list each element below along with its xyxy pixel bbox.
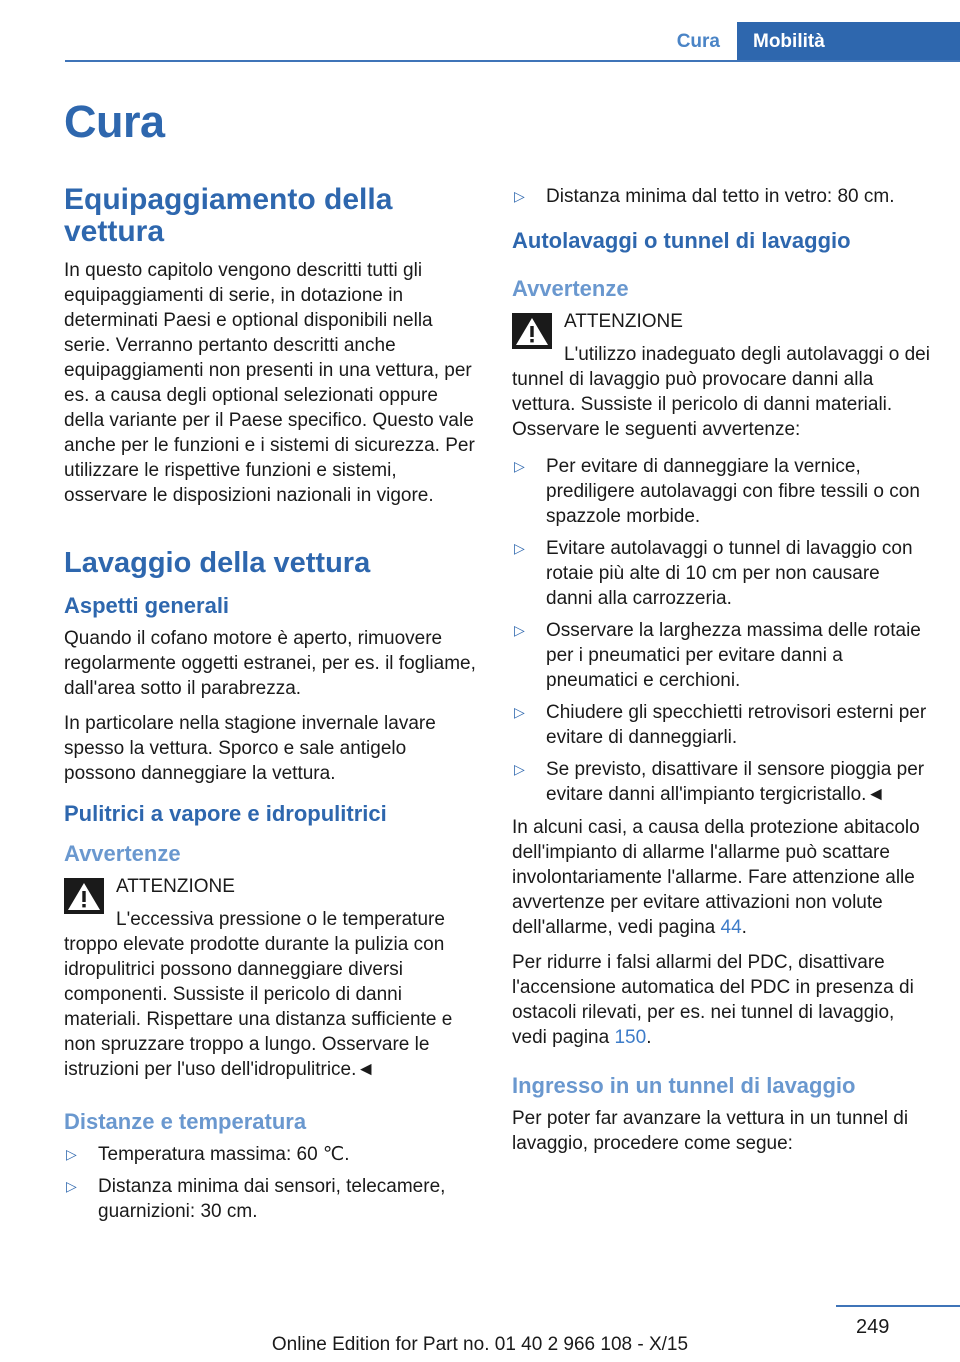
paragraph-equipaggiamento: In questo capitolo vengono descritti tutti gli equipaggiamenti di serie, in dotazione in determinati Paesi e optional disponibili nella serie. Verranno pertanto descritti anche equipaggiamenti non presenti in una vettura, per es. a causa degli optional selezionati oppure della variante per il Paese specifico. Questo vale anche per le funzioni e i sistemi di sicurezza. Per utilizzare le rispettive funzioni e sistemi, osservare le disposizioni nazionali in vigore. <box>64 260 475 506</box>
warning-title-right: ATTENZIONE <box>564 311 683 332</box>
list-item: ▷ Evitare autolavaggi o tunnel di lavaggio con rotaie più alte di 10 cm per non causare danni alla carrozzeria. <box>514 538 913 609</box>
warning-box-left <box>64 874 482 1082</box>
list-item: ▷ Distanza minima dai sensori, telecamere, guarnizioni: 30 cm. <box>66 1176 446 1222</box>
bullet-triangle-icon: ▷ <box>66 1146 77 1162</box>
heading-lavaggio: Lavaggio della vettura <box>64 547 371 579</box>
page-header <box>0 22 960 62</box>
heading-pulitrici: Pulitrici a vapore e idropulitrici <box>64 801 387 826</box>
paragraph-aspetti-2: In particolare nella stagione invernale lavare spesso la vettura. Sporco e sale antigelo possono danneggiare la vettura. <box>64 713 436 784</box>
list-item: ▷ Chiudere gli specchietti retrovisori esterni per evitare di danneggiarli. <box>514 702 927 748</box>
header-rule <box>65 60 960 62</box>
heading-equipaggiamento: Equipaggiamento della vettura <box>64 183 393 248</box>
page-link-150[interactable]: 150 <box>614 1027 647 1048</box>
bullet-list-autolavaggi <box>512 454 930 807</box>
right-column <box>512 184 930 1166</box>
heading-autolavaggi: Autolavaggi o tunnel di lavaggio <box>512 228 851 253</box>
page-title: Cura <box>64 96 165 147</box>
page-number: 249 <box>856 1316 890 1338</box>
header-section-label[interactable]: Cura <box>676 31 720 52</box>
list-item: ▷ Temperatura massima: 60 ℃. <box>66 1144 350 1165</box>
heading-avvertenze-left: Avvertenze <box>64 841 181 866</box>
footer-edition: Online Edition for Part no. 01 40 2 966 108 - X/15 <box>271 1334 689 1355</box>
bullet-list-distanze <box>64 1142 482 1224</box>
heading-avvertenze-right: Avvertenze <box>512 276 629 301</box>
warning-triangle-icon <box>512 313 552 349</box>
left-column <box>64 184 482 1232</box>
list-item: ▷ Distanza minima dal tetto in vetro: 80 cm. <box>514 186 895 207</box>
paragraph-aspetti-1: Quando il cofano motore è aperto, rimuovere regolarmente oggetti estranei, per es. il fogliame, dall'area sotto il parabrezza. <box>64 628 476 699</box>
warning-box-right <box>512 309 930 442</box>
warning-triangle-icon <box>64 878 104 914</box>
heading-aspetti-generali: Aspetti generali <box>64 593 230 618</box>
bullet-triangle-icon: ▷ <box>66 1178 77 1194</box>
paragraph-pdc: Per ridurre i falsi allarmi del PDC, disattivare l'accensione automatica del PDC in presenza di ostacoli rilevati, per es. nei tunnel di lavaggio, vedi pagina 150. <box>512 952 914 1048</box>
page-link-44[interactable]: 44 <box>720 917 742 938</box>
paragraph-allarme: In alcuni casi, a causa della protezione abitacolo dell'impianto di allarme l'allarme può scattare involontariamente l'allarme. Fare attenzione alle avvertenze per evitare attivazioni non volute dell'allarme, vedi pagina 44. <box>512 817 920 938</box>
bullet-triangle-icon: ▷ <box>514 704 525 720</box>
bullet-triangle-icon: ▷ <box>514 761 525 777</box>
warning-text-left: L'eccessiva pressione o le temperature troppo elevate prodotte durante la pulizia con idropulitrici possono danneggiare diversi componenti. Sussiste il pericolo di danni materiali. Rispettare una distanza sufficiente e non spruzzare troppo a lungo. Osservare le istruzioni per l'uso dell'idropulitrice.◄ <box>64 909 453 1080</box>
list-item: ▷ Se previsto, disattivare il sensore pioggia per evitare danni all'impianto tergicristallo.◄ <box>514 759 925 805</box>
paragraph-ingresso: Per poter far avanzare la vettura in un tunnel di lavaggio, procedere come segue: <box>512 1108 909 1154</box>
warning-title-left: ATTENZIONE <box>116 876 235 897</box>
heading-ingresso: Ingresso in un tunnel di lavaggio <box>512 1073 856 1098</box>
bullet-triangle-icon: ▷ <box>514 622 525 638</box>
list-item: ▷ Per evitare di danneggiare la vernice, prediligere autolavaggi con fibre tessili o con spazzole morbide. <box>514 456 920 527</box>
bullet-list-tetto <box>512 184 930 209</box>
bullet-triangle-icon: ▷ <box>514 188 525 204</box>
bullet-triangle-icon: ▷ <box>514 540 525 556</box>
bullet-triangle-icon: ▷ <box>514 458 525 474</box>
list-item: ▷ Osservare la larghezza massima delle rotaie per i pneumatici per evitare danni a pneumatici e cerchioni. <box>514 620 921 691</box>
header-chapter-tab[interactable]: Mobilità <box>737 22 960 60</box>
heading-distanze: Distanze e temperatura <box>64 1109 307 1134</box>
warning-text-right: L'utilizzo inadeguato degli autolavaggi o dei tunnel di lavaggio può provocare danni alla vettura. Sussiste il pericolo di danni materiali. Osservare le seguenti avvertenze: <box>512 344 930 440</box>
footer-rule <box>836 1305 960 1307</box>
